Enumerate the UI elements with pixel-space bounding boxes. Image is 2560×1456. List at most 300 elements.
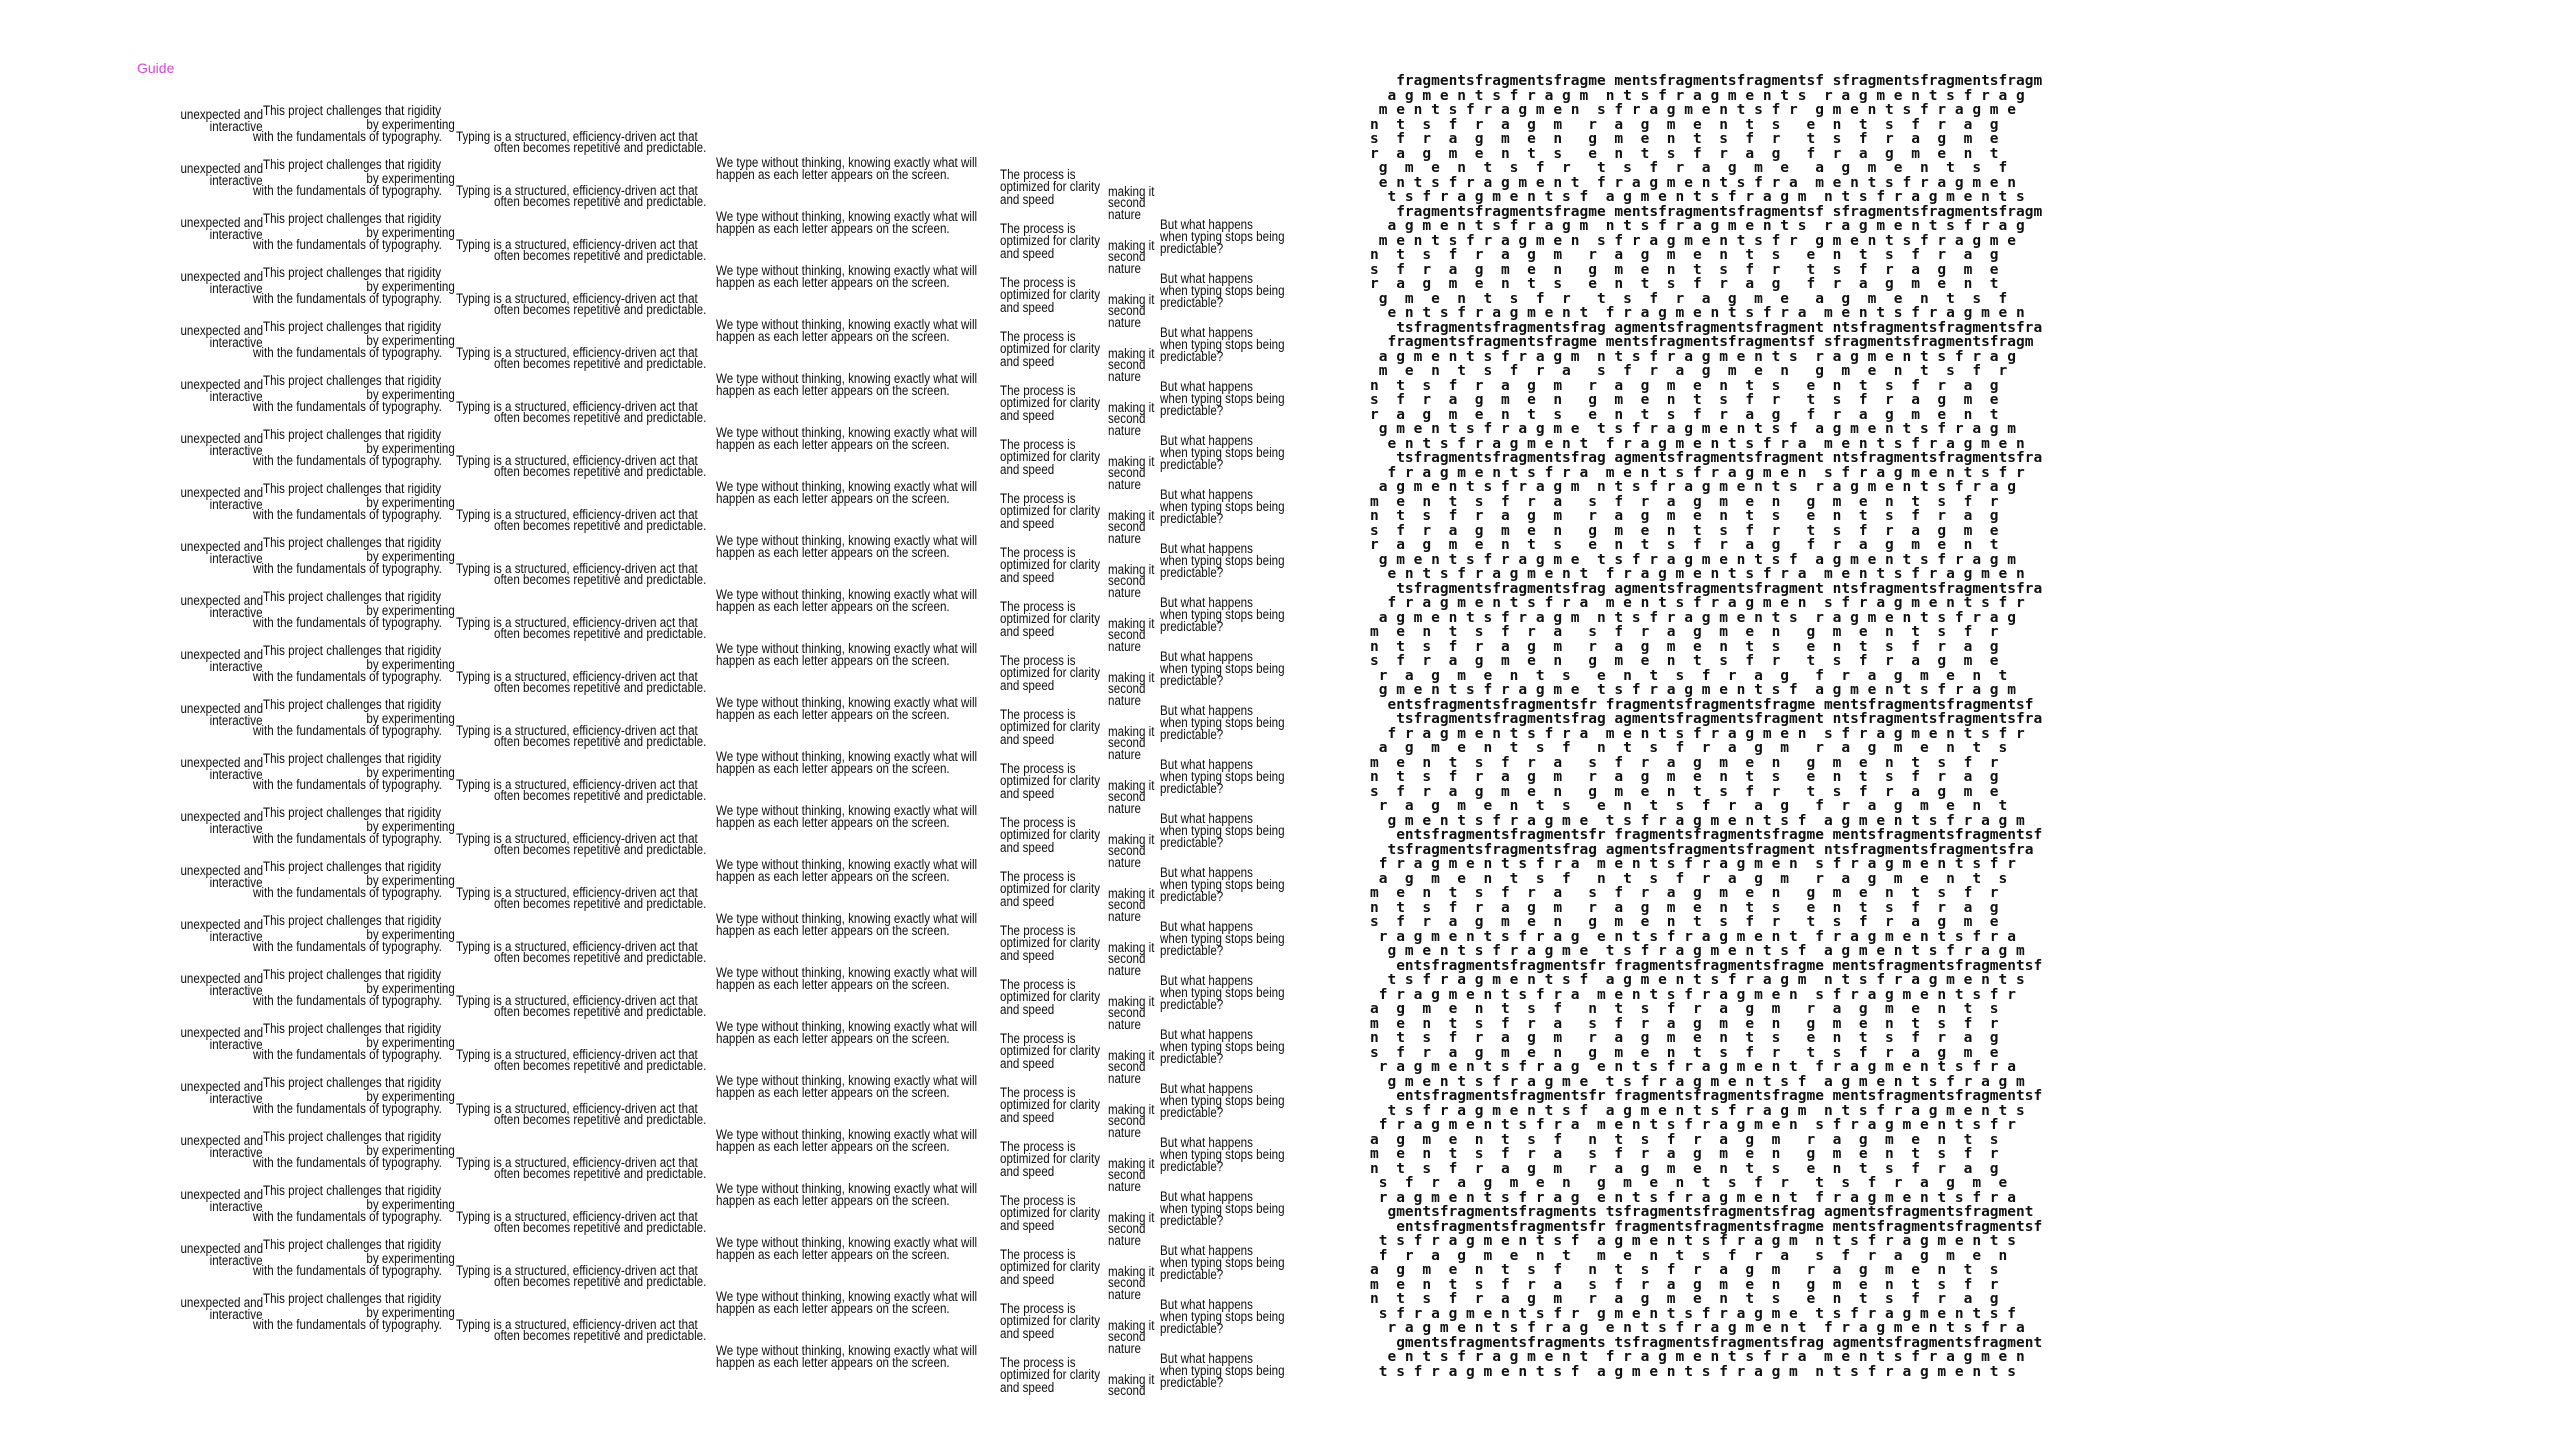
fragment-row: a g m e n t s f n t s f r a g m r a g m e n t s bbox=[1370, 870, 2025, 887]
text-fragment-p7a: But what happens bbox=[1160, 1135, 1253, 1150]
text-fragment-p6b: second bbox=[1108, 1329, 1146, 1344]
fragment-row: r a g m e n t s e n t s f r a g f r a g m e n t bbox=[1370, 667, 2025, 684]
text-fragment-p7b: when typing stops being bbox=[1160, 1147, 1285, 1162]
fragment-row: a g m e n t s f r a g m n t s f r a g m e n t s r a g m e n t s f r a g bbox=[1370, 87, 2034, 104]
text-fragment-p2a: This project challenges that rigidity bbox=[263, 211, 442, 226]
text-fragment-p6c: nature bbox=[1108, 1341, 1141, 1356]
text-fragment-p5c: and speed bbox=[1000, 570, 1055, 585]
text-fragment-p6b: second bbox=[1108, 627, 1146, 642]
fragment-row: m e n t s f r a s f r a g m e n g m e n t s f r bbox=[1370, 493, 2017, 510]
text-fragment-p1b: interactive bbox=[210, 1091, 263, 1106]
text-fragment-p5b: optimized for clarity bbox=[1000, 1097, 1101, 1112]
fragment-row: r a g m e n t s f r a g e n t s f r a g m e n t f r a g m e n t s f r a bbox=[1370, 928, 2025, 945]
text-fragment-p7a: But what happens bbox=[1160, 325, 1253, 340]
text-fragment-p7c: predictable? bbox=[1160, 295, 1224, 310]
text-fragment-p5b: optimized for clarity bbox=[1000, 395, 1101, 410]
text-fragment-p1a: unexpected and bbox=[180, 161, 263, 176]
text-fragment-p6a: making it bbox=[1108, 562, 1155, 577]
text-fragment-p3b: often becomes repetitive and predictable. bbox=[494, 1004, 707, 1019]
text-fragment-p5b: optimized for clarity bbox=[1000, 719, 1101, 734]
text-fragment-p2c: with the fundamentals of typography. bbox=[253, 561, 442, 576]
text-fragment-p6b: second bbox=[1108, 1383, 1146, 1398]
text-fragment-p3b: often becomes repetitive and predictable. bbox=[494, 680, 707, 695]
text-fragment-p2a: This project challenges that rigidity bbox=[263, 697, 442, 712]
fragment-row: m e n t s f r a s f r a g m e n g m e n t s f r bbox=[1370, 754, 2017, 771]
text-fragment-p4a: We type without thinking, knowing exactly what will bbox=[716, 1181, 978, 1196]
text-fragment-p6c: nature bbox=[1108, 747, 1141, 762]
text-fragment-p6a: making it bbox=[1108, 1318, 1155, 1333]
text-fragment-p5a: The process is bbox=[1000, 653, 1076, 668]
text-fragment-p5b: optimized for clarity bbox=[1000, 827, 1101, 842]
text-fragment-p7b: when typing stops being bbox=[1160, 985, 1285, 1000]
text-fragment-p6c: nature bbox=[1108, 855, 1141, 870]
text-fragment-p4a: We type without thinking, knowing exactly what will bbox=[716, 695, 978, 710]
text-fragment-p2b: by experimenting bbox=[366, 1197, 455, 1212]
text-fragment-p7b: when typing stops being bbox=[1160, 607, 1285, 622]
text-fragment-p1b: interactive bbox=[210, 119, 263, 134]
text-fragment-p5a: The process is bbox=[1000, 383, 1076, 398]
text-fragment-p4a: We type without thinking, knowing exactly what will bbox=[716, 1019, 978, 1034]
text-fragment-p3a: Typing is a structured, efficiency-driven act that bbox=[456, 291, 698, 306]
text-fragment-p2b: by experimenting bbox=[366, 603, 455, 618]
text-fragment-p2c: with the fundamentals of typography. bbox=[253, 183, 442, 198]
text-fragment-p3b: often becomes repetitive and predictable. bbox=[494, 1328, 707, 1343]
text-fragment-p2a: This project challenges that rigidity bbox=[263, 1183, 442, 1198]
text-fragment-p7b: when typing stops being bbox=[1160, 337, 1285, 352]
text-fragment-p2a: This project challenges that rigidity bbox=[263, 1021, 442, 1036]
fragment-row: g m e n t s f r a g m e t s f r a g m e n t s f a g m e n t s f r a g m bbox=[1370, 682, 2025, 698]
text-fragment-p1b: interactive bbox=[210, 1253, 263, 1268]
text-fragment-p2b: by experimenting bbox=[366, 279, 455, 294]
text-fragment-p2a: This project challenges that rigidity bbox=[263, 427, 442, 442]
text-fragment-p5b: optimized for clarity bbox=[1000, 557, 1101, 572]
text-fragment-p2c: with the fundamentals of typography. bbox=[253, 993, 442, 1008]
text-fragment-p6a: making it bbox=[1108, 724, 1155, 739]
text-fragment-p7c: predictable? bbox=[1160, 619, 1224, 634]
text-fragment-p1a: unexpected and bbox=[180, 539, 263, 554]
text-fragment-p6c: nature bbox=[1108, 1071, 1141, 1086]
text-fragment-p3b: often becomes repetitive and predictable. bbox=[494, 626, 707, 641]
guide-link[interactable]: Guide bbox=[137, 60, 175, 76]
fragment-row: n t s f r a g m r a g m e n t s e n t s f r a g bbox=[1370, 116, 2017, 133]
fragment-row: g m e n t s f r a g m e t s f r a g m e n t s f a g m e n t s f r a g m bbox=[1370, 943, 2034, 959]
text-fragment-p1b: interactive bbox=[210, 1307, 263, 1322]
fragment-row: fragmentsfragmentsfragme mentsfragmentsfragmentsf sfragmentsfragmentsfragm bbox=[1370, 203, 2043, 220]
text-fragment-p3a: Typing is a structured, efficiency-driven act that bbox=[456, 939, 698, 954]
text-fragment-p6c: nature bbox=[1108, 1287, 1141, 1302]
text-fragment-p1a: unexpected and bbox=[180, 755, 263, 770]
text-fragment-p4b: happen as each letter appears on the screen. bbox=[716, 167, 950, 182]
text-fragment-p2c: with the fundamentals of typography. bbox=[253, 777, 442, 792]
text-fragment-p3a: Typing is a structured, efficiency-driven act that bbox=[456, 453, 698, 468]
text-fragment-p4a: We type without thinking, knowing exactly what will bbox=[716, 371, 978, 386]
fragment-row: n t s f r a g m r a g m e n t s e n t s f r a g bbox=[1370, 1291, 2017, 1307]
text-fragment-p7c: predictable? bbox=[1160, 835, 1224, 850]
text-fragment-p2a: This project challenges that rigidity bbox=[263, 859, 442, 874]
text-fragment-p1b: interactive bbox=[210, 443, 263, 458]
text-fragment-p7b: when typing stops being bbox=[1160, 1309, 1285, 1324]
fragment-row: r a g m e n t s e n t s f r a g f r a g m e n t bbox=[1370, 406, 2017, 423]
text-fragment-p2b: by experimenting bbox=[366, 873, 455, 888]
text-fragment-p3a: Typing is a structured, efficiency-driven act that bbox=[456, 723, 698, 738]
text-fragment-p7a: But what happens bbox=[1160, 649, 1253, 664]
text-fragment-p5b: optimized for clarity bbox=[1000, 1313, 1101, 1328]
text-fragment-p2b: by experimenting bbox=[366, 927, 455, 942]
text-fragment-p5a: The process is bbox=[1000, 869, 1076, 884]
text-fragment-p2c: with the fundamentals of typography. bbox=[253, 1047, 442, 1062]
text-fragment-p6a: making it bbox=[1108, 292, 1155, 307]
text-fragment-p2a: This project challenges that rigidity bbox=[263, 373, 442, 388]
text-fragment-p7b: when typing stops being bbox=[1160, 1255, 1285, 1270]
text-fragment-p2a: This project challenges that rigidity bbox=[263, 481, 442, 496]
text-fragment-p5c: and speed bbox=[1000, 678, 1055, 693]
text-fragment-p4a: We type without thinking, knowing exactly what will bbox=[716, 1127, 978, 1142]
fragment-row: f r a g m e n t s f r a m e n t s f r a g m e n s f r a g m e n t s f r bbox=[1370, 856, 2025, 872]
text-fragment-p6b: second bbox=[1108, 1221, 1146, 1236]
text-fragment-p1b: interactive bbox=[210, 605, 263, 620]
text-fragment-p5a: The process is bbox=[1000, 221, 1076, 236]
text-fragment-p2c: with the fundamentals of typography. bbox=[253, 453, 442, 468]
text-fragment-p4b: happen as each letter appears on the screen. bbox=[716, 491, 950, 506]
text-fragment-p2a: This project challenges that rigidity bbox=[263, 1291, 442, 1306]
text-fragment-p6b: second bbox=[1108, 195, 1146, 210]
text-fragment-p4a: We type without thinking, knowing exactly what will bbox=[716, 263, 978, 278]
text-fragment-p5a: The process is bbox=[1000, 1031, 1076, 1046]
text-fragment-p6a: making it bbox=[1108, 832, 1155, 847]
text-fragment-p2a: This project challenges that rigidity bbox=[263, 535, 442, 550]
text-fragment-p7b: when typing stops being bbox=[1160, 931, 1285, 946]
text-fragment-p6c: nature bbox=[1108, 1125, 1141, 1140]
text-fragment-p7a: But what happens bbox=[1160, 1297, 1253, 1312]
text-fragment-p3a: Typing is a structured, efficiency-driven act that bbox=[456, 237, 698, 252]
text-fragment-p2c: with the fundamentals of typography. bbox=[253, 507, 442, 522]
text-fragment-p7a: But what happens bbox=[1160, 1189, 1253, 1204]
text-fragment-p6c: nature bbox=[1108, 585, 1141, 600]
text-fragment-p6a: making it bbox=[1108, 238, 1155, 253]
text-fragment-p7b: when typing stops being bbox=[1160, 391, 1285, 406]
text-fragment-p6a: making it bbox=[1108, 1156, 1155, 1171]
text-fragment-p3a: Typing is a structured, efficiency-driven act that bbox=[456, 993, 698, 1008]
text-fragment-p6b: second bbox=[1108, 1059, 1146, 1074]
text-fragment-p6b: second bbox=[1108, 1275, 1146, 1290]
text-fragment-p3b: often becomes repetitive and predictable. bbox=[494, 464, 707, 479]
text-fragment-p2a: This project challenges that rigidity bbox=[263, 913, 442, 928]
text-fragment-p7a: But what happens bbox=[1160, 217, 1253, 232]
text-fragment-p1a: unexpected and bbox=[180, 593, 263, 608]
text-fragment-p5b: optimized for clarity bbox=[1000, 233, 1101, 248]
text-fragment-p4b: happen as each letter appears on the screen. bbox=[716, 1301, 950, 1316]
text-fragment-p4a: We type without thinking, knowing exactly what will bbox=[716, 1289, 978, 1304]
text-fragment-p6a: making it bbox=[1108, 1264, 1155, 1279]
text-fragment-p2b: by experimenting bbox=[366, 1251, 455, 1266]
text-fragment-p3b: often becomes repetitive and predictable. bbox=[494, 1274, 707, 1289]
text-fragment-p7a: But what happens bbox=[1160, 541, 1253, 556]
text-fragment-p6a: making it bbox=[1108, 886, 1155, 901]
text-fragment-p2a: This project challenges that rigidity bbox=[263, 1075, 442, 1090]
fragment-row: t s f r a g m e n t s f a g m e n t s f r a g m n t s f r a g m e n t s bbox=[1370, 1102, 2034, 1119]
text-fragment-p2c: with the fundamentals of typography. bbox=[253, 831, 442, 846]
text-fragment-p4a: We type without thinking, knowing exactly what will bbox=[716, 803, 978, 818]
text-fragment-p6c: nature bbox=[1108, 369, 1141, 384]
text-fragment-p2b: by experimenting bbox=[366, 765, 455, 780]
text-fragment-p2c: with the fundamentals of typography. bbox=[253, 615, 442, 630]
text-fragment-p2a: This project challenges that rigidity bbox=[263, 967, 442, 982]
text-fragment-p2b: by experimenting bbox=[366, 1305, 455, 1320]
text-fragment-p4a: We type without thinking, knowing exactly what will bbox=[716, 1073, 978, 1088]
fragment-row: n t s f r a g m r a g m e n t s e n t s f r a g bbox=[1370, 899, 2017, 916]
text-fragment-p5a: The process is bbox=[1000, 815, 1076, 830]
text-fragment-p1b: interactive bbox=[210, 281, 263, 296]
text-fragment-p4a: We type without thinking, knowing exactly what will bbox=[716, 479, 978, 494]
text-fragment-p4b: happen as each letter appears on the screen. bbox=[716, 1247, 950, 1262]
text-fragment-p2b: by experimenting bbox=[366, 495, 455, 510]
text-fragment-p6a: making it bbox=[1108, 1210, 1155, 1225]
text-fragment-p5c: and speed bbox=[1000, 408, 1055, 423]
text-fragment-p7a: But what happens bbox=[1160, 271, 1253, 286]
text-fragment-p7a: But what happens bbox=[1160, 433, 1253, 448]
fragment-row: s f r a g m e n g m e n t s f r t s f r a g m e bbox=[1370, 261, 2017, 278]
text-fragment-p5b: optimized for clarity bbox=[1000, 287, 1101, 302]
text-fragment-p6a: making it bbox=[1108, 940, 1155, 955]
text-fragment-p1a: unexpected and bbox=[180, 1187, 263, 1202]
text-fragment-p2c: with the fundamentals of typography. bbox=[253, 1101, 442, 1116]
fragment-row: a g m e n t s f n t s f r a g m r a g m e n t s bbox=[1370, 1131, 2017, 1148]
fragment-row: s f r a g m e n g m e n t s f r t s f r a g m e bbox=[1370, 392, 2017, 408]
text-fragment-p2a: This project challenges that rigidity bbox=[263, 589, 442, 604]
text-fragment-p5c: and speed bbox=[1000, 786, 1055, 801]
text-fragment-p2a: This project challenges that rigidity bbox=[263, 1129, 442, 1144]
text-fragment-p5a: The process is bbox=[1000, 329, 1076, 344]
text-fragment-p6b: second bbox=[1108, 411, 1146, 426]
fragment-row: f r a g m e n t s f r a m e n t s f r a g m e n s f r a g m e n t s f r bbox=[1370, 464, 2034, 481]
text-fragment-p7b: when typing stops being bbox=[1160, 283, 1285, 298]
fragment-row: entsfragmentsfragmentsfr fragmentsfragmentsfragme mentsfragmentsfragmentsf bbox=[1370, 1218, 2043, 1235]
text-fragment-p6a: making it bbox=[1108, 1372, 1155, 1387]
text-fragment-p5c: and speed bbox=[1000, 246, 1055, 261]
text-fragment-p6b: second bbox=[1108, 1167, 1146, 1182]
fragment-row: n t s f r a g m r a g m e n t s e n t s f r a g bbox=[1370, 769, 2017, 785]
text-fragment-p1b: interactive bbox=[210, 1199, 263, 1214]
text-fragment-p2c: with the fundamentals of typography. bbox=[253, 723, 442, 738]
text-fragment-p2a: This project challenges that rigidity bbox=[263, 751, 442, 766]
text-fragment-p5b: optimized for clarity bbox=[1000, 341, 1101, 356]
fragment-row: r a g m e n t s e n t s f r a g f r a g m e n t bbox=[1370, 798, 2025, 814]
text-fragment-p1a: unexpected and bbox=[180, 1295, 263, 1310]
text-fragment-p4b: happen as each letter appears on the screen. bbox=[716, 545, 950, 560]
text-fragment-p1b: interactive bbox=[210, 767, 263, 782]
text-fragment-p3a: Typing is a structured, efficiency-driven act that bbox=[456, 1263, 698, 1278]
fragment-row: n t s f r a g m r a g m e n t s e n t s f r a g bbox=[1370, 247, 2017, 263]
fragment-row: f r a g m e n t s f r a m e n t s f r a g m e n s f r a g m e n t s f r bbox=[1370, 986, 2025, 1003]
text-fragment-p2b: by experimenting bbox=[366, 657, 455, 672]
text-fragment-p6b: second bbox=[1108, 573, 1146, 588]
fragment-row: s f r a g m e n g m e n t s f r t s f r a g m e bbox=[1370, 131, 2017, 147]
text-fragment-p7c: predictable? bbox=[1160, 349, 1224, 364]
text-fragment-p7c: predictable? bbox=[1160, 457, 1224, 472]
text-fragment-p7a: But what happens bbox=[1160, 487, 1253, 502]
text-fragment-p2c: with the fundamentals of typography. bbox=[253, 129, 442, 144]
fragment-row: fragmentsfragmentsfragme mentsfragmentsfragmentsf sfragmentsfragmentsfragm bbox=[1370, 73, 2043, 89]
fragment-row: s f r a g m e n g m e n t s f r t s f r a g m e bbox=[1370, 914, 2017, 930]
fragment-row: fragmentsfragmentsfragme mentsfragmentsfragmentsf sfragmentsfragmentsfragm bbox=[1370, 334, 2034, 350]
text-fragment-p2a: This project challenges that rigidity bbox=[263, 643, 442, 658]
text-fragment-p2b: by experimenting bbox=[366, 981, 455, 996]
text-fragment-p6b: second bbox=[1108, 357, 1146, 372]
text-fragment-p3b: often becomes repetitive and predictable. bbox=[494, 896, 707, 911]
text-fragment-p4a: We type without thinking, knowing exactly what will bbox=[716, 155, 978, 170]
text-fragment-p2c: with the fundamentals of typography. bbox=[253, 1317, 442, 1332]
fragment-row: m e n t s f r a g m e n s f r a g m e n t s f r g m e n t s f r a g m e bbox=[1370, 102, 2025, 118]
text-fragment-p3a: Typing is a structured, efficiency-driven act that bbox=[456, 399, 698, 414]
text-fragment-p2a: This project challenges that rigidity bbox=[263, 157, 442, 172]
text-fragment-p6a: making it bbox=[1108, 454, 1155, 469]
text-fragment-p4a: We type without thinking, knowing exactly what will bbox=[716, 641, 978, 656]
text-fragment-p7c: predictable? bbox=[1160, 781, 1224, 796]
text-fragment-p1b: interactive bbox=[210, 713, 263, 728]
fragment-row: f r a g m e n t s f r a m e n t s f r a g m e n s f r a g m e n t s f r bbox=[1370, 1117, 2025, 1133]
fragment-row: e n t s f r a g m e n t f r a g m e n t s f r a m e n t s f r a g m e n bbox=[1370, 435, 2034, 452]
text-fragment-p7a: But what happens bbox=[1160, 757, 1253, 772]
fragment-row: g m e n t s f r a g m e t s f r a g m e n t s f a g m e n t s f r a g m bbox=[1370, 812, 2034, 829]
fragment-row: f r a g m e n t s f r a m e n t s f r a g m e n s f r a g m e n t s f r bbox=[1370, 725, 2034, 742]
text-fragment-p7b: when typing stops being bbox=[1160, 1039, 1285, 1054]
text-fragment-p5a: The process is bbox=[1000, 1193, 1076, 1208]
text-fragment-p5a: The process is bbox=[1000, 545, 1076, 560]
text-fragment-p6c: nature bbox=[1108, 1179, 1141, 1194]
text-fragment-p3a: Typing is a structured, efficiency-driven act that bbox=[456, 777, 698, 792]
text-fragment-p6b: second bbox=[1108, 789, 1146, 804]
fragment-row: s f r a g m e n t s f r g m e n t s f r a g m e t s f r a g m e n t s f bbox=[1370, 1305, 2025, 1322]
text-fragment-p5a: The process is bbox=[1000, 1139, 1076, 1154]
fragment-row: a g m e n t s f n t s f r a g m r a g m e n t s bbox=[1370, 740, 2025, 756]
text-fragment-p5a: The process is bbox=[1000, 1355, 1076, 1370]
text-fragment-p7c: predictable? bbox=[1160, 727, 1224, 742]
fragment-row: g m e n t s f r a g m e t s f r a g m e n t s f a g m e n t s f r a g m bbox=[1370, 551, 2025, 568]
fragment-row: r a g m e n t s f r a g e n t s f r a g m e n t f r a g m e n t s f r a bbox=[1370, 1320, 2034, 1336]
text-fragment-p6c: nature bbox=[1108, 963, 1141, 978]
text-fragment-p5a: The process is bbox=[1000, 707, 1076, 722]
text-fragment-p5a: The process is bbox=[1000, 599, 1076, 614]
text-fragment-p3a: Typing is a structured, efficiency-driven act that bbox=[456, 1317, 698, 1332]
fragment-row: s f r a g m e n g m e n t s f r t s f r a g m e bbox=[1370, 1175, 2025, 1191]
text-fragment-p1b: interactive bbox=[210, 659, 263, 674]
text-fragment-p5a: The process is bbox=[1000, 1247, 1076, 1262]
text-fragment-p3a: Typing is a structured, efficiency-driven act that bbox=[456, 345, 698, 360]
text-fragment-p3b: often becomes repetitive and predictable. bbox=[494, 1112, 707, 1127]
text-fragment-p6a: making it bbox=[1108, 670, 1155, 685]
text-fragment-p5b: optimized for clarity bbox=[1000, 935, 1101, 950]
fragment-row: n t s f r a g m r a g m e n t s e n t s f r a g bbox=[1370, 1160, 2017, 1177]
text-fragment-p6b: second bbox=[1108, 519, 1146, 534]
fragment-row: a g m e n t s f r a g m n t s f r a g m e n t s r a g m e n t s f r a g bbox=[1370, 609, 2025, 626]
fragment-row: a g m e n t s f r a g m n t s f r a g m e n t s r a g m e n t s f r a g bbox=[1370, 479, 2025, 495]
text-fragment-p2b: by experimenting bbox=[366, 1089, 455, 1104]
text-fragment-p4a: We type without thinking, knowing exactly what will bbox=[716, 425, 978, 440]
fragment-row: t s f r a g m e n t s f a g m e n t s f r a g m n t s f r a g m e n t s bbox=[1370, 972, 2034, 988]
text-fragment-p7c: predictable? bbox=[1160, 1213, 1224, 1228]
text-fragment-p4b: happen as each letter appears on the screen. bbox=[716, 1355, 950, 1370]
text-fragment-p2c: with the fundamentals of typography. bbox=[253, 1263, 442, 1278]
text-fragment-p6c: nature bbox=[1108, 207, 1141, 222]
text-fragment-p5c: and speed bbox=[1000, 1002, 1055, 1017]
text-fragment-p2a: This project challenges that rigidity bbox=[263, 265, 442, 280]
fragment-row: entsfragmentsfragmentsfr fragmentsfragmentsfragme mentsfragmentsfragmentsf bbox=[1370, 957, 2043, 974]
text-fragment-p1a: unexpected and bbox=[180, 1133, 263, 1148]
text-fragment-p1a: unexpected and bbox=[180, 701, 263, 716]
text-fragment-p5c: and speed bbox=[1000, 840, 1055, 855]
fragment-row: r a g m e n t s f r a g e n t s f r a g m e n t f r a g m e n t s f r a bbox=[1370, 1059, 2025, 1075]
text-fragment-p5a: The process is bbox=[1000, 167, 1076, 182]
text-fragment-p7b: when typing stops being bbox=[1160, 1093, 1285, 1108]
text-fragment-p5b: optimized for clarity bbox=[1000, 665, 1101, 680]
fragment-row: entsfragmentsfragmentsfr fragmentsfragmentsfragme mentsfragmentsfragmentsf bbox=[1370, 827, 2043, 843]
text-fragment-p4b: happen as each letter appears on the screen. bbox=[716, 815, 950, 830]
text-fragment-p4a: We type without thinking, knowing exactly what will bbox=[716, 533, 978, 548]
text-fragment-p5c: and speed bbox=[1000, 1272, 1055, 1287]
text-fragment-p1a: unexpected and bbox=[180, 107, 263, 122]
text-fragment-p3b: often becomes repetitive and predictable. bbox=[494, 302, 707, 317]
text-fragment-p2c: with the fundamentals of typography. bbox=[253, 885, 442, 900]
text-fragment-p4b: happen as each letter appears on the screen. bbox=[716, 977, 950, 992]
text-fragment-p3b: often becomes repetitive and predictable. bbox=[494, 950, 707, 965]
fragment-row: tsfragmentsfragmentsfrag agmentsfragmentsfragment ntsfragmentsfragmentsfra bbox=[1370, 711, 2043, 727]
text-fragment-p6b: second bbox=[1108, 465, 1146, 480]
text-fragment-p5c: and speed bbox=[1000, 1056, 1055, 1071]
text-fragment-p5a: The process is bbox=[1000, 977, 1076, 992]
text-fragment-p5b: optimized for clarity bbox=[1000, 1043, 1101, 1058]
text-fragment-p2a: This project challenges that rigidity bbox=[263, 319, 442, 334]
text-fragment-p5b: optimized for clarity bbox=[1000, 773, 1101, 788]
text-fragment-p5b: optimized for clarity bbox=[1000, 449, 1101, 464]
text-fragment-p6a: making it bbox=[1108, 184, 1155, 199]
fragment-row: entsfragmentsfragmentsfr fragmentsfragmentsfragme mentsfragmentsfragmentsf bbox=[1370, 696, 2034, 713]
text-fragment-p2c: with the fundamentals of typography. bbox=[253, 939, 442, 954]
fragment-row: n t s f r a g m r a g m e n t s e n t s f r a g bbox=[1370, 377, 2017, 394]
text-fragment-p5c: and speed bbox=[1000, 300, 1055, 315]
text-fragment-p3b: often becomes repetitive and predictable. bbox=[494, 842, 707, 857]
text-fragment-p3a: Typing is a structured, efficiency-driven act that bbox=[456, 183, 698, 198]
text-fragment-p1a: unexpected and bbox=[180, 1079, 263, 1094]
text-fragment-p7c: predictable? bbox=[1160, 1267, 1224, 1282]
text-fragment-p6a: making it bbox=[1108, 346, 1155, 361]
text-fragment-p3b: often becomes repetitive and predictable. bbox=[494, 1166, 707, 1181]
text-fragment-p3b: often becomes repetitive and predictable. bbox=[494, 788, 707, 803]
text-fragment-p1b: interactive bbox=[210, 983, 263, 998]
text-fragment-p1a: unexpected and bbox=[180, 377, 263, 392]
text-fragment-p7a: But what happens bbox=[1160, 595, 1253, 610]
text-fragment-p5c: and speed bbox=[1000, 948, 1055, 963]
fragment-row: m e n t s f r a s f r a g m e n g m e n t s f r bbox=[1370, 363, 2025, 379]
text-fragment-p7c: predictable? bbox=[1160, 1375, 1224, 1390]
text-fragment-p7a: But what happens bbox=[1160, 811, 1253, 826]
text-fragment-p3a: Typing is a structured, efficiency-driven act that bbox=[456, 507, 698, 522]
text-fragment-p1b: interactive bbox=[210, 389, 263, 404]
text-fragment-p1a: unexpected and bbox=[180, 647, 263, 662]
text-fragment-p3b: often becomes repetitive and predictable. bbox=[494, 410, 707, 425]
text-fragment-p3b: often becomes repetitive and predictable. bbox=[494, 734, 707, 749]
fragment-row: e n t s f r a g m e n t f r a g m e n t s f r a m e n t s f r a g m e n bbox=[1370, 566, 2034, 582]
text-fragment-p4b: happen as each letter appears on the screen. bbox=[716, 221, 950, 236]
text-fragment-p3b: often becomes repetitive and predictable. bbox=[494, 140, 707, 155]
text-fragment-p5b: optimized for clarity bbox=[1000, 1367, 1101, 1382]
text-fragment-p1a: unexpected and bbox=[180, 917, 263, 932]
text-fragment-p1a: unexpected and bbox=[180, 1241, 263, 1256]
text-fragment-p3b: often becomes repetitive and predictable. bbox=[494, 572, 707, 587]
fragment-row: tsfragmentsfragmentsfrag agmentsfragmentsfragment ntsfragmentsfragmentsfra bbox=[1370, 450, 2043, 466]
text-fragment-p7c: predictable? bbox=[1160, 1321, 1224, 1336]
fragment-row: m e n t s f r a s f r a g m e n g m e n t s f r bbox=[1370, 1146, 2017, 1162]
text-fragment-p4b: happen as each letter appears on the screen. bbox=[716, 275, 950, 290]
